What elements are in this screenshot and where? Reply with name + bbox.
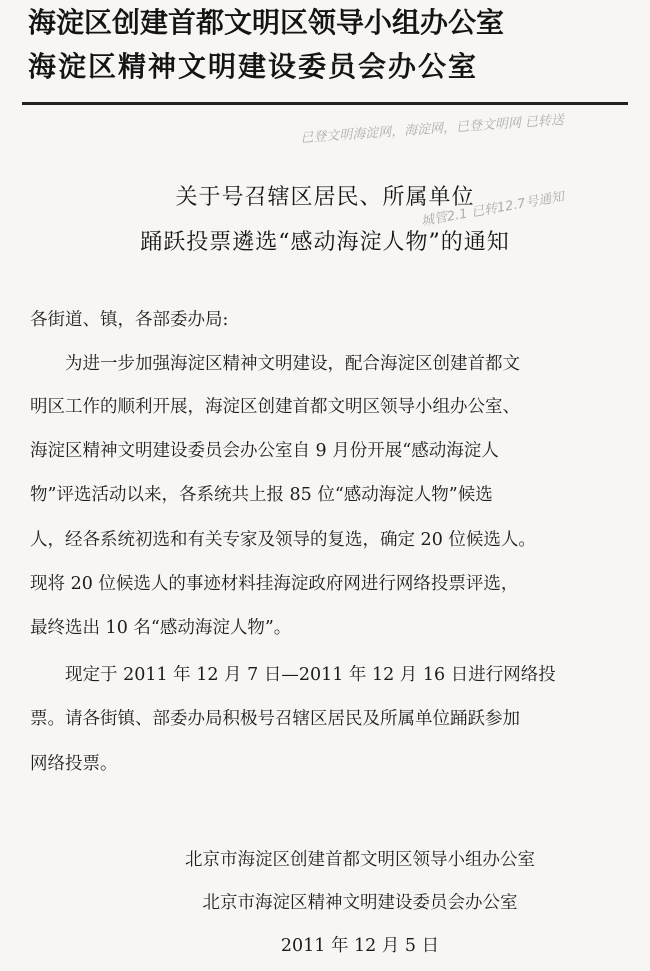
handwritten-note-2: 城管2.1 已转12.7号通知: [420, 189, 566, 230]
paragraph-2-line: 现定于 2011 年 12 月 7 日—2011 年 12 月 16 日进行网络投: [65, 665, 556, 685]
salutation: 各街道、镇，各部委办局:: [30, 310, 229, 330]
header-org-line-2: 海淀区精神文明建设委员会办公室: [28, 50, 479, 83]
paragraph-2-line: 网络投票。: [30, 754, 118, 774]
handwritten-note-1: 已登文明海淀网，海淀网，已登文明网 已转送: [299, 112, 565, 147]
notice-title-line-1: 关于号召辖区居民、所属单位: [175, 185, 475, 210]
paragraph-2-line: 票。请各街镇、部委办局积极号召辖区居民及所属单位踊跃参加: [30, 709, 520, 729]
paragraph-1-line: 人，经各系统初选和有关专家及领导的复选，确定 20 位候选人。: [30, 530, 536, 550]
paragraph-1-line: 最终选出 10 名“感动海淀人物”。: [30, 618, 292, 638]
signature-org-2: 北京市海淀区精神文明建设委员会办公室: [202, 893, 518, 913]
paragraph-1-line: 现将 20 位候选人的事迹材料挂海淀政府网进行网络投票评选，: [30, 574, 519, 594]
paragraph-1-line: 为进一步加强海淀区精神文明建设，配合海淀区创建首都文: [65, 354, 520, 374]
notice-title-line-2: 踊跃投票遴选“感动海淀人物”的通知: [140, 230, 510, 255]
paragraph-1-line: 海淀区精神文明建设委员会办公室自 9 月份开展“感动海淀人: [30, 441, 499, 461]
signature-date: 2011 年 12 月 5 日: [280, 936, 440, 956]
paragraph-1-line: 物”评选活动以来，各系统共上报 85 位“感动海淀人物”候选: [30, 485, 493, 505]
header-org-line-1: 海淀区创建首都文明区领导小组办公室: [28, 6, 505, 39]
header-divider: [22, 102, 628, 105]
paragraph-1-line: 明区工作的顺利开展，海淀区创建首都文明区领导小组办公室、: [30, 397, 520, 417]
signature-org-1: 北京市海淀区创建首都文明区领导小组办公室: [185, 850, 535, 870]
